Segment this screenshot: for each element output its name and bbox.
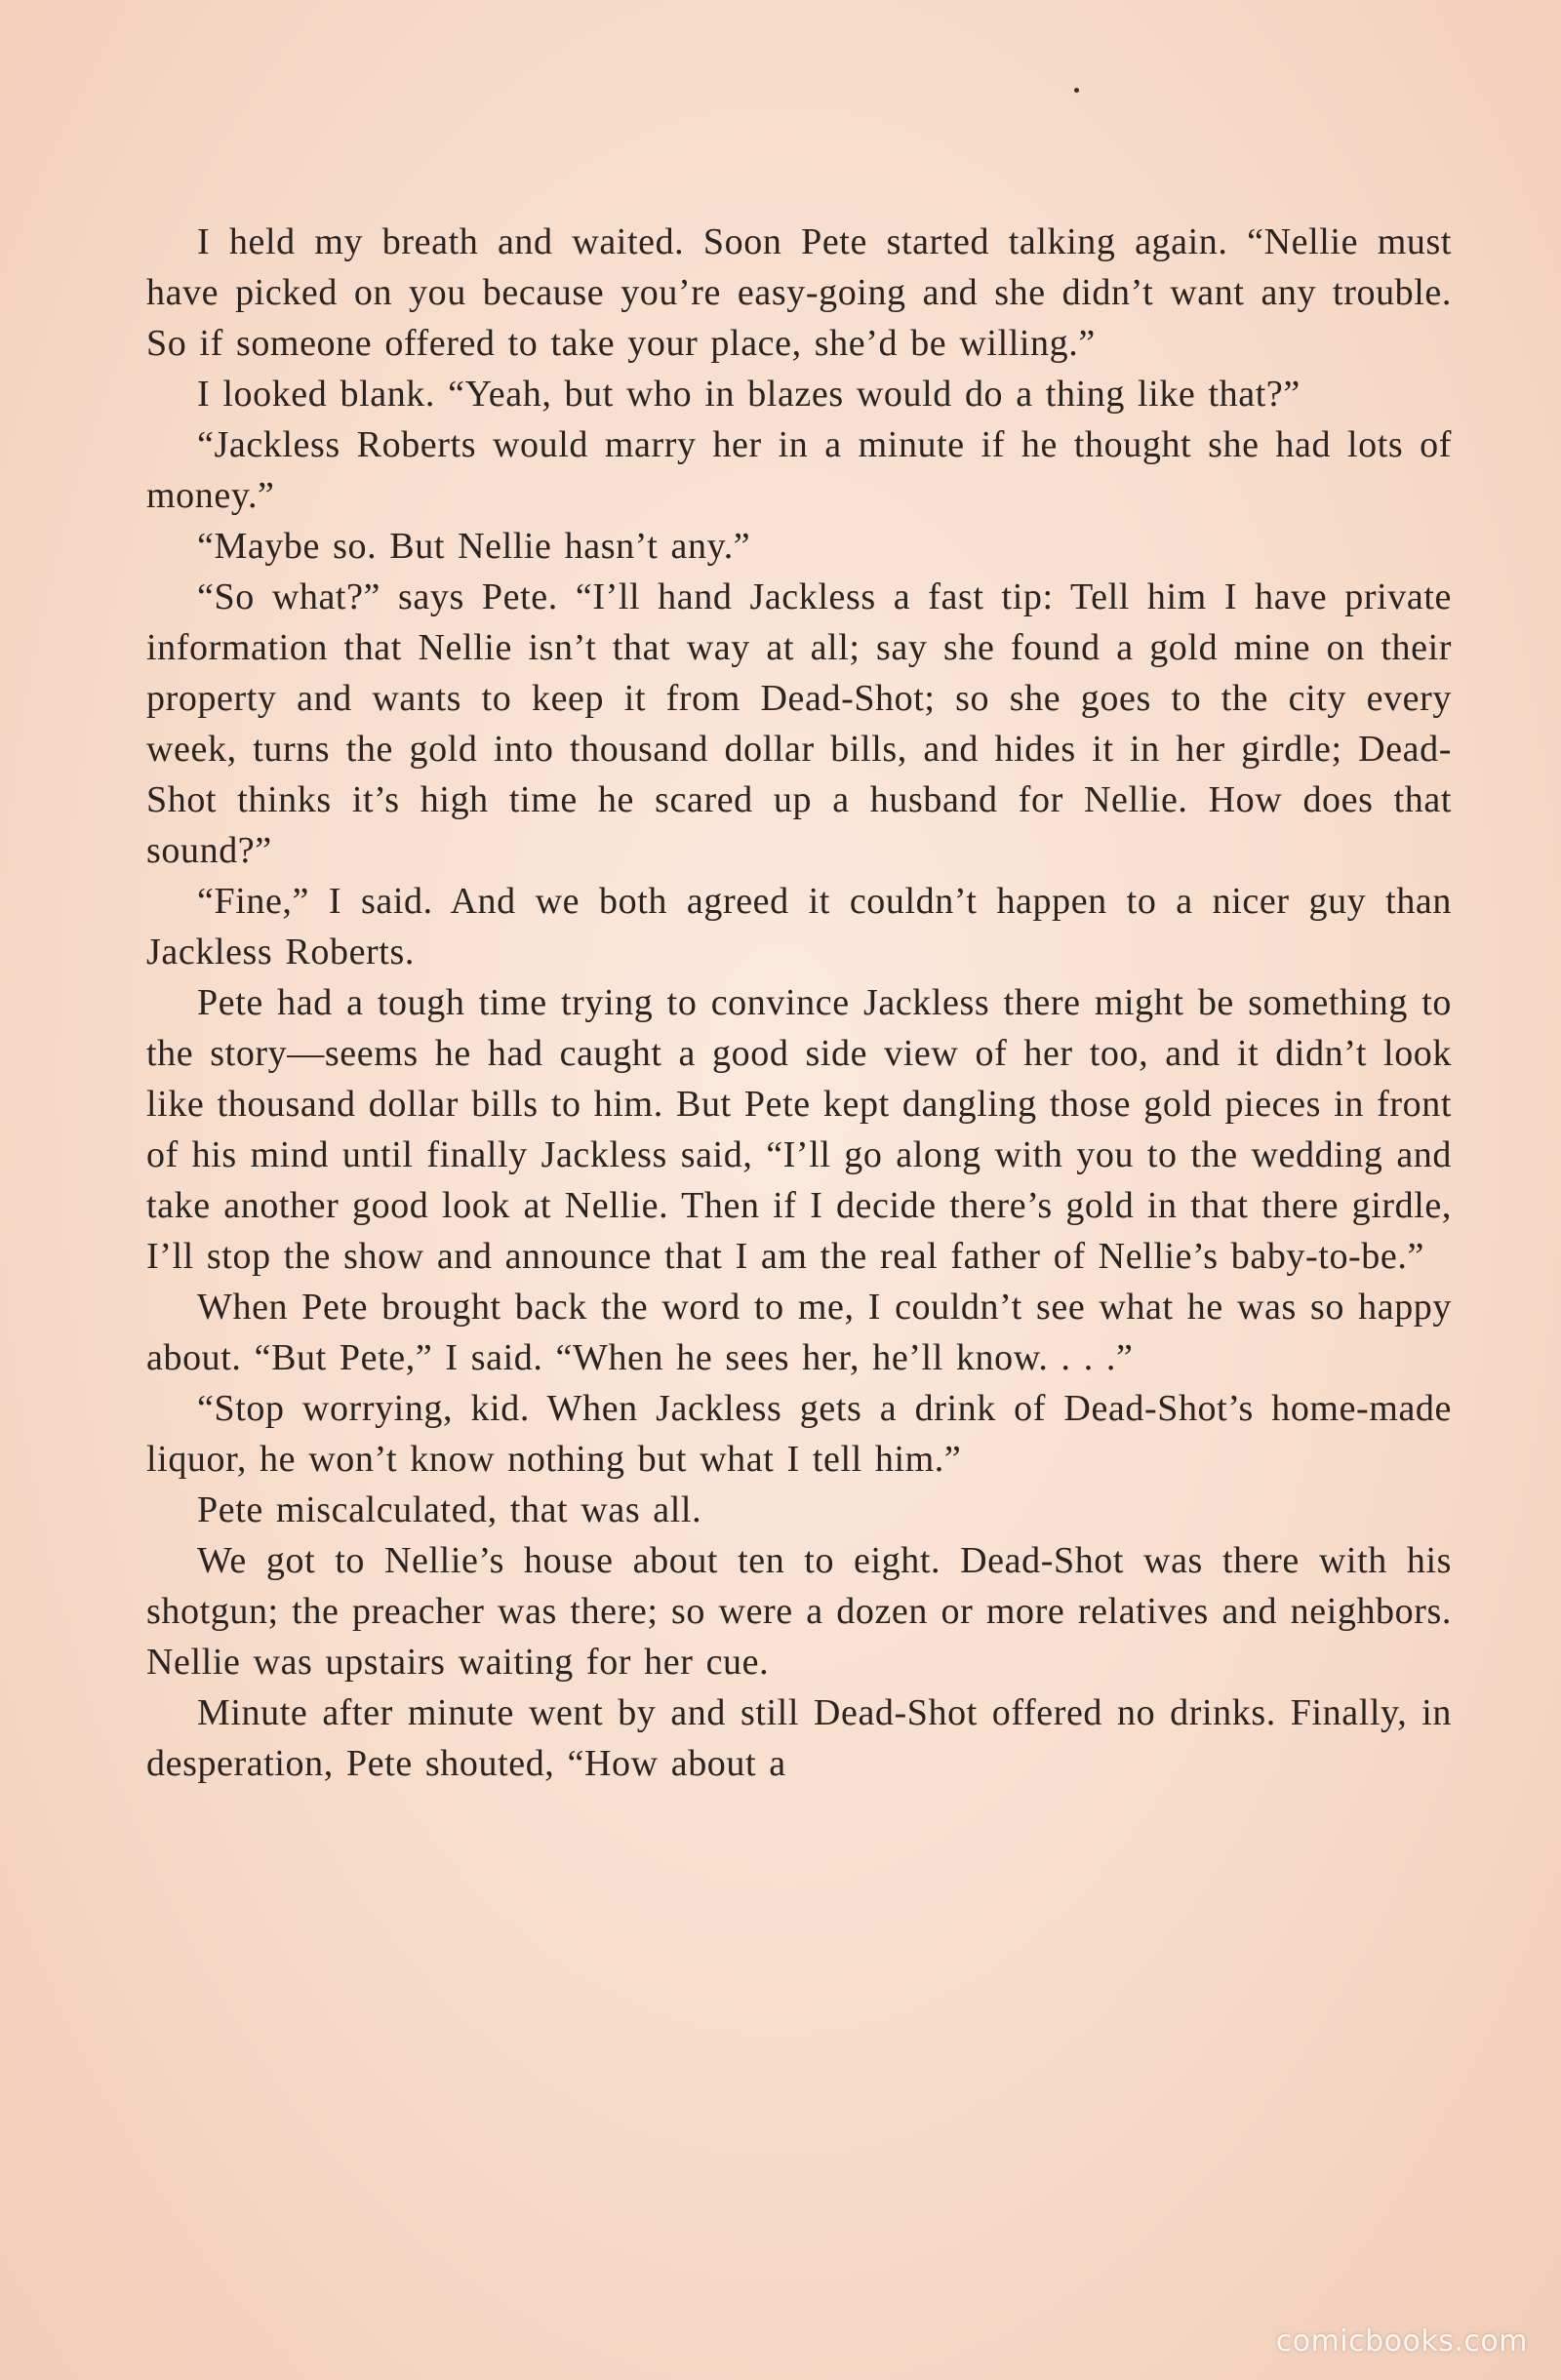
paragraph: “Jackless Roberts would marry her in a minute if he thought she had lots of money.” (146, 424, 1452, 516)
paragraph: I held my breath and waited. Soon Pete started talking again. “Nellie must have picked on you because you’re easy-going and she didn’t want any trouble. So if someone offered to take your place, she’d be willing.” (146, 221, 1452, 364)
paragraph: “So what?” says Pete. “I’ll hand Jackless a fast tip: Tell him I have private information that Nellie isn’t that way at all; say she found a gold mine on their property and wants to keep it from Dead-Shot; so she goes to the city every week, turns the gold into thousand dollar bills, and hides it in her girdle; Dead-Shot thinks it’s high time he scared up a husband for Nellie. How does that sound?” (146, 576, 1452, 871)
paragraph: We got to Nellie’s house about ten to eight. Dead-Shot was there with his shotgun; the preacher was there; so were a dozen or more relatives and neighbors. Nellie was upstairs waiting for her cue. (146, 1540, 1452, 1683)
paragraph: “Stop worrying, kid. When Jackless gets a drink of Dead-Shot’s home-made liquor, he won’t know nothing but what I tell him.” (146, 1388, 1452, 1480)
paragraph: “Fine,” I said. And we both agreed it couldn’t happen to a nicer guy than Jackless Roberts. (146, 881, 1452, 972)
paragraph: Pete had a tough time trying to convince Jackless there might be something to the story—seems he had caught a good side view of her too, and it didn’t look like thousand dollar bills to him. But Pete kept dangling those gold pieces in front of his mind until finally Jackless said, “I’ll go along with you to the wedding and take another good look at Nellie. Then if I decide there’s gold in that there girdle, I’ll stop the show and announce that I am the real father of Nellie’s baby-to-be.” (146, 982, 1452, 1277)
paragraph: Minute after minute went by and still Dead-Shot offered no drinks. Finally, in desperation, Pete shouted, “How about a (146, 1692, 1452, 1784)
paragraph: Pete miscalculated, that was all. (197, 1489, 702, 1530)
ink-speck (1074, 88, 1079, 93)
paragraph: “Maybe so. But Nellie hasn’t any.” (197, 526, 751, 567)
paragraph: I looked blank. “Yeah, but who in blazes would do a thing like that?” (197, 374, 1301, 415)
watermark: comicbooks.com (1275, 2324, 1528, 2359)
paragraph: When Pete brought back the word to me, I couldn’t see what he was so happy about. “But Pete,” I said. “When he sees her, he’ll know. . . .” (146, 1287, 1452, 1378)
page-text (146, 217, 1452, 1789)
